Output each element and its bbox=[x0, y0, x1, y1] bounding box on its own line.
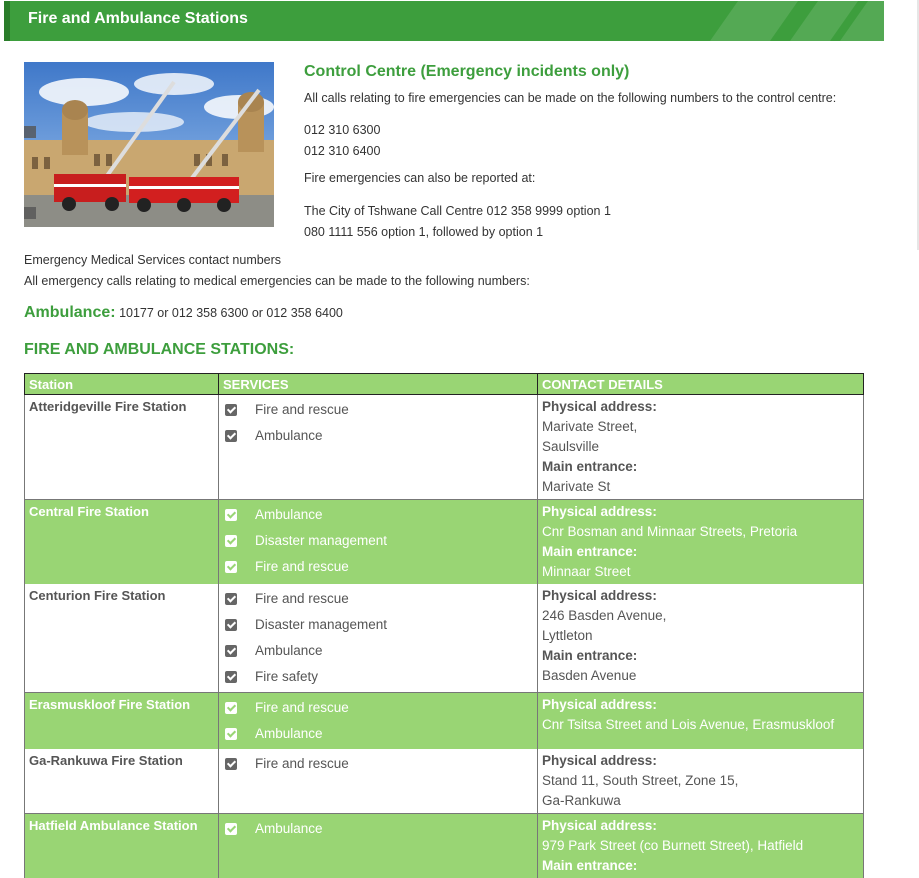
contact-label: Main entrance: bbox=[542, 457, 859, 477]
station-services bbox=[219, 693, 538, 750]
contact-value: Marivate Street, bbox=[542, 417, 859, 437]
contact-value: Stand 11, South Street, Zone 15, bbox=[542, 771, 859, 791]
service-item bbox=[223, 816, 533, 842]
header-services: SERVICES bbox=[219, 374, 538, 395]
contact-value: Basden Avenue bbox=[542, 666, 859, 686]
contact-label: Physical address: bbox=[542, 816, 859, 836]
checkmark-icon bbox=[225, 430, 237, 442]
service-item bbox=[223, 638, 533, 664]
checkmark-icon bbox=[225, 758, 237, 770]
call-centre-line-1: The City of Tshwane Call Centre 012 358 9999 option 1 bbox=[304, 201, 884, 222]
station-services bbox=[219, 395, 538, 500]
fire-trucks-photo bbox=[24, 62, 274, 227]
page-banner bbox=[4, 1, 884, 41]
service-label: Fire safety bbox=[255, 667, 318, 687]
ambulance-label: Ambulance: bbox=[24, 304, 116, 321]
service-label: Ambulance bbox=[255, 641, 323, 661]
ambulance-numbers bbox=[24, 304, 343, 322]
station-name: Central Fire Station bbox=[25, 500, 219, 585]
ems-line-1: Emergency Medical Services contact numbers bbox=[24, 250, 530, 271]
contact-label: Physical address: bbox=[542, 751, 859, 771]
service-label: Ambulance bbox=[255, 505, 323, 525]
checkmark-icon bbox=[225, 728, 237, 740]
table-row bbox=[25, 749, 864, 814]
station-contact-details bbox=[538, 814, 864, 878]
ems-line-2: All emergency calls relating to medical emergencies can be made to the following numbers: bbox=[24, 271, 530, 292]
contact-label: Physical address: bbox=[542, 397, 859, 417]
checkmark-icon bbox=[225, 404, 237, 416]
contact-value: 246 Basden Avenue, bbox=[542, 606, 859, 626]
station-contact-details bbox=[538, 395, 864, 500]
contact-label: Physical address: bbox=[542, 586, 859, 606]
contact-value: 979 Park Street (co Burnett Street), Hatfield bbox=[542, 836, 859, 856]
station-services bbox=[219, 814, 538, 878]
station-name: Centurion Fire Station bbox=[25, 584, 219, 693]
station-name: Ga-Rankuwa Fire Station bbox=[25, 749, 219, 814]
station-contact-details bbox=[538, 500, 864, 585]
table-row bbox=[25, 814, 864, 878]
header-contact-details: CONTACT DETAILS bbox=[538, 374, 864, 395]
ems-section bbox=[24, 250, 530, 292]
service-label: Disaster management bbox=[255, 531, 387, 551]
checkmark-icon bbox=[225, 671, 237, 683]
ambulance-phone-numbers: 10177 or 012 358 6300 or 012 358 6400 bbox=[119, 306, 343, 320]
service-label: Fire and rescue bbox=[255, 557, 349, 577]
service-label: Ambulance bbox=[255, 426, 323, 446]
service-label: Fire and rescue bbox=[255, 754, 349, 774]
station-services bbox=[219, 584, 538, 693]
service-item bbox=[223, 423, 533, 449]
control-centre-heading: Control Centre (Emergency incidents only) bbox=[304, 63, 884, 81]
contact-value: Lyttleton bbox=[542, 626, 859, 646]
contact-label: Main entrance: bbox=[542, 856, 859, 876]
station-services bbox=[219, 749, 538, 814]
page-title: Fire and Ambulance Stations bbox=[28, 10, 248, 28]
table-row bbox=[25, 395, 864, 500]
header-station: Station bbox=[25, 374, 219, 395]
contact-label: Physical address: bbox=[542, 695, 859, 715]
control-centre-section bbox=[304, 63, 884, 243]
contact-label: Physical address: bbox=[542, 502, 859, 522]
checkmark-icon bbox=[225, 823, 237, 835]
fire-report-also: Fire emergencies can also be reported at: bbox=[304, 168, 884, 189]
slideshow-prev-icon[interactable] bbox=[24, 126, 36, 138]
service-item bbox=[223, 695, 533, 721]
service-label: Fire and rescue bbox=[255, 698, 349, 718]
service-item bbox=[223, 397, 533, 423]
station-name: Atteridgeville Fire Station bbox=[25, 395, 219, 500]
service-label: Ambulance bbox=[255, 819, 323, 839]
station-name: Erasmuskloof Fire Station bbox=[25, 693, 219, 750]
station-contact-details bbox=[538, 749, 864, 814]
stations-section-title: FIRE AND AMBULANCE STATIONS: bbox=[24, 341, 294, 359]
service-label: Disaster management bbox=[255, 615, 387, 635]
contact-value: Marivate St bbox=[542, 477, 859, 497]
control-centre-intro: All calls relating to fire emergencies can be made on the following numbers to the control centre: bbox=[304, 88, 884, 109]
service-label: Fire and rescue bbox=[255, 400, 349, 420]
station-contact-details bbox=[538, 584, 864, 693]
call-centre-line-2: 080 1111 556 option 1, followed by option 1 bbox=[304, 222, 884, 243]
table-row bbox=[25, 693, 864, 750]
contact-value: Cnr Tsitsa Street and Lois Avenue, Erasmuskloof bbox=[542, 715, 859, 735]
checkmark-icon bbox=[225, 593, 237, 605]
contact-value: Cnr Bosman and Minnaar Streets, Pretoria bbox=[542, 522, 859, 542]
service-item bbox=[223, 612, 533, 638]
checkmark-icon bbox=[225, 645, 237, 657]
control-centre-phone-2: 012 310 6400 bbox=[304, 141, 884, 162]
checkmark-icon bbox=[225, 702, 237, 714]
station-services bbox=[219, 500, 538, 585]
contact-value: Ga-Rankuwa bbox=[542, 791, 859, 811]
service-item bbox=[223, 554, 533, 580]
control-centre-phone-1: 012 310 6300 bbox=[304, 120, 884, 141]
stations-table bbox=[24, 373, 864, 878]
service-item bbox=[223, 528, 533, 554]
service-item bbox=[223, 751, 533, 777]
service-item bbox=[223, 721, 533, 747]
checkmark-icon bbox=[225, 561, 237, 573]
station-contact-details bbox=[538, 693, 864, 750]
service-label: Fire and rescue bbox=[255, 589, 349, 609]
slideshow-next-icon[interactable] bbox=[24, 207, 36, 219]
service-item bbox=[223, 664, 533, 690]
contact-label: Main entrance: bbox=[542, 646, 859, 666]
service-item bbox=[223, 502, 533, 528]
checkmark-icon bbox=[225, 509, 237, 521]
service-label: Ambulance bbox=[255, 724, 323, 744]
table-row bbox=[25, 584, 864, 693]
contact-label: Main entrance: bbox=[542, 542, 859, 562]
contact-value: Saulsville bbox=[542, 437, 859, 457]
table-row bbox=[25, 500, 864, 585]
contact-value: Minnaar Street bbox=[542, 562, 859, 582]
service-item bbox=[223, 586, 533, 612]
checkmark-icon bbox=[225, 619, 237, 631]
checkmark-icon bbox=[225, 535, 237, 547]
station-name: Hatfield Ambulance Station bbox=[25, 814, 219, 878]
